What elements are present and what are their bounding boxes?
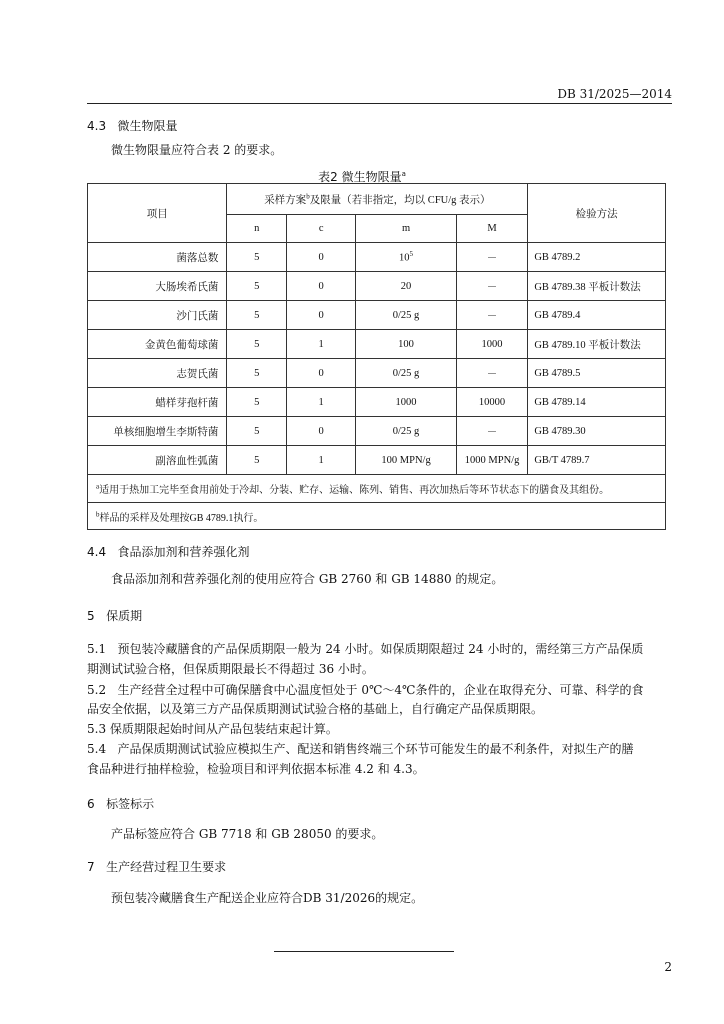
cell-M bbox=[456, 359, 528, 388]
note-a-mark: a bbox=[96, 482, 100, 491]
table-row bbox=[88, 417, 666, 446]
cell-m-text: 100 bbox=[398, 338, 414, 350]
cell-method bbox=[528, 417, 666, 446]
cell-c-text: 0 bbox=[318, 251, 324, 263]
cell-c-text: 0 bbox=[318, 280, 324, 292]
section-number: 5.4 bbox=[87, 742, 107, 756]
section-6-text: 产品标签应符合 GB 7718 和 GB 28050 的要求。 bbox=[111, 827, 384, 841]
cell-m-text: 0/25 g bbox=[392, 309, 420, 321]
section-5-3 bbox=[87, 720, 338, 737]
col-header-c: c bbox=[287, 215, 356, 243]
section-title: 生产经营过程卫生要求 bbox=[106, 860, 227, 874]
cell-M bbox=[456, 388, 528, 417]
cell-method bbox=[528, 446, 666, 475]
section-5-2-line2: 品安全依据，以及第三方产品保质期测试试验合格的基础上，自行确定产品保质期限。 bbox=[87, 702, 544, 716]
cell-m-text: 100 MPN/g bbox=[381, 454, 431, 466]
cell-n bbox=[227, 243, 287, 272]
table-row bbox=[88, 388, 666, 417]
cell-item bbox=[88, 446, 227, 475]
cell-item-text: 沙门氏菌 bbox=[176, 310, 219, 322]
cell-n-text: 5 bbox=[254, 425, 260, 437]
cell-n-text: 5 bbox=[254, 309, 260, 321]
cell-n bbox=[227, 446, 287, 475]
cell-method-text: GB/T 4789.7 bbox=[534, 454, 590, 466]
table-row bbox=[88, 272, 666, 301]
cell-item bbox=[88, 243, 227, 272]
cell-item-text: 志贺氏菌 bbox=[176, 368, 219, 380]
section-number: 4.4 bbox=[87, 545, 107, 559]
cell-M-text: － bbox=[486, 281, 498, 293]
cell-c bbox=[287, 301, 356, 330]
cell-c bbox=[287, 272, 356, 301]
cell-item-text: 单核细胞增生李斯特菌 bbox=[113, 426, 219, 438]
note-a-text: 适用于热加工完毕至食用前处于冷却、分装、贮存、运输、陈列、销售、再次加热后等环节状态下的膳食及其组份。 bbox=[99, 485, 610, 496]
note-b-mark: b bbox=[96, 510, 100, 519]
cell-method bbox=[528, 359, 666, 388]
cell-M-text: － bbox=[486, 310, 498, 322]
cell-m bbox=[356, 301, 457, 330]
cell-n-text: 5 bbox=[254, 454, 260, 466]
cell-c-text: 1 bbox=[318, 454, 324, 466]
cell-method-text: GB 4789.38 平板计数法 bbox=[534, 281, 641, 293]
cell-method bbox=[528, 388, 666, 417]
section-4-4-heading bbox=[87, 543, 250, 560]
cell-c bbox=[287, 417, 356, 446]
cell-m-text: 20 bbox=[400, 280, 412, 292]
cell-n bbox=[227, 388, 287, 417]
table-row bbox=[88, 359, 666, 388]
doc-id: DB 31/2025—2014 bbox=[557, 87, 672, 101]
cell-m bbox=[356, 388, 457, 417]
cell-method-text: GB 4789.4 bbox=[534, 309, 581, 321]
cell-c-text: 0 bbox=[318, 425, 324, 437]
section-title: 食品添加剂和营养强化剂 bbox=[117, 545, 250, 559]
section-title: 标签标示 bbox=[106, 797, 155, 811]
section-4-3-heading bbox=[87, 117, 178, 134]
section-title: 微生物限量 bbox=[117, 119, 178, 133]
cell-m-text: 10 bbox=[399, 252, 410, 264]
caption-footnote-mark: a bbox=[401, 170, 406, 178]
cell-n-text: 5 bbox=[254, 338, 260, 350]
cell-method-text: GB 4789.30 bbox=[534, 425, 586, 437]
table-row bbox=[88, 330, 666, 359]
col-header-plan bbox=[227, 184, 528, 215]
section-5-heading bbox=[87, 607, 142, 624]
cell-item-text: 大肠埃希氏菌 bbox=[155, 281, 219, 293]
section-5-1-line1 bbox=[87, 640, 643, 657]
section-number: 6 bbox=[87, 797, 95, 811]
cell-m bbox=[356, 272, 457, 301]
cell-n-text: 5 bbox=[254, 280, 260, 292]
table-note-a bbox=[88, 475, 666, 503]
header-rule bbox=[87, 103, 672, 104]
paragraph-text: 产品保质期测试试验应模拟生产、配送和销售终端三个环节可能发生的最不利条件，对拟生产的膳 bbox=[117, 742, 634, 756]
section-7-text: 预包装冷藏膳食生产配送企业应符合DB 31/2026的规定。 bbox=[111, 891, 424, 905]
cell-M bbox=[456, 243, 528, 272]
section-5-2-line1 bbox=[87, 681, 643, 698]
cell-item-text: 蜡样芽孢杆菌 bbox=[155, 397, 219, 409]
section-6-heading bbox=[87, 795, 154, 812]
section-number: 5.3 bbox=[87, 722, 107, 736]
section-number: 5.1 bbox=[87, 642, 107, 656]
cell-m-text: 1000 bbox=[395, 396, 417, 408]
cell-M bbox=[456, 446, 528, 475]
col-header-M: M bbox=[456, 215, 528, 243]
section-number: 5 bbox=[87, 609, 95, 623]
paragraph-text: 保质期限起始时间从产品包装结束起计算。 bbox=[109, 722, 338, 736]
cell-n bbox=[227, 359, 287, 388]
cell-M-text: － bbox=[486, 426, 498, 438]
table-row bbox=[88, 446, 666, 475]
footer-rule bbox=[274, 951, 454, 952]
cell-c bbox=[287, 330, 356, 359]
section-5-4-line1 bbox=[87, 740, 634, 757]
cell-c bbox=[287, 359, 356, 388]
cell-method bbox=[528, 301, 666, 330]
section-number: 4.3 bbox=[87, 119, 107, 133]
cell-item bbox=[88, 330, 227, 359]
cell-item-text: 菌落总数 bbox=[176, 252, 219, 264]
cell-m-text: 0/25 g bbox=[392, 367, 420, 379]
cell-n-text: 5 bbox=[254, 251, 260, 263]
cell-c bbox=[287, 243, 356, 272]
cell-c-text: 1 bbox=[318, 338, 324, 350]
cell-m bbox=[356, 446, 457, 475]
section-7-heading bbox=[87, 858, 226, 875]
cell-n-text: 5 bbox=[254, 367, 260, 379]
cell-m-text: 0/25 g bbox=[392, 425, 420, 437]
col-header-item: 项目 bbox=[88, 184, 227, 243]
cell-c bbox=[287, 446, 356, 475]
cell-m-exponent: 5 bbox=[409, 250, 414, 259]
cell-M-text: 10000 bbox=[478, 396, 506, 408]
cell-method-text: GB 4789.5 bbox=[534, 367, 581, 379]
cell-method bbox=[528, 330, 666, 359]
table-row bbox=[88, 301, 666, 330]
cell-M bbox=[456, 301, 528, 330]
cell-c-text: 0 bbox=[318, 309, 324, 321]
cell-n-text: 5 bbox=[254, 396, 260, 408]
cell-M bbox=[456, 272, 528, 301]
section-5-1-line2: 期测试试验合格，但保质期限最长不得超过 36 小时。 bbox=[87, 662, 374, 676]
caption-text: 表2 微生物限量 bbox=[318, 170, 402, 184]
section-4-4-text: 食品添加剂和营养强化剂的使用应符合 GB 2760 和 GB 14880 的规定。 bbox=[111, 572, 504, 586]
cell-item-text: 副溶血性弧菌 bbox=[155, 455, 219, 467]
table-row bbox=[88, 243, 666, 272]
section-number: 5.2 bbox=[87, 683, 107, 697]
cell-item-text: 金黄色葡萄球菌 bbox=[144, 339, 219, 351]
cell-method bbox=[528, 243, 666, 272]
cell-c-text: 1 bbox=[318, 396, 324, 408]
cell-M-text: 1000 MPN/g bbox=[464, 454, 520, 466]
col-header-n: n bbox=[227, 215, 287, 243]
cell-method-text: GB 4789.14 bbox=[534, 396, 586, 408]
cell-M-text: － bbox=[486, 252, 498, 264]
paragraph-text: 预包装冷藏膳食的产品保质期限一般为 24 小时。如保质期限超过 24 小时的，需经第三方产品保质 bbox=[117, 642, 644, 656]
col-header-method: 检验方法 bbox=[528, 184, 666, 243]
cell-n bbox=[227, 301, 287, 330]
cell-M bbox=[456, 330, 528, 359]
cell-m bbox=[356, 417, 457, 446]
cell-M bbox=[456, 417, 528, 446]
section-5-4-line2: 食品种进行抽样检验，检验项目和评判依据本标准 4.2 和 4.3。 bbox=[87, 762, 425, 776]
cell-M-text: 1000 bbox=[481, 338, 503, 350]
paragraph-text: 生产经营全过程中可确保膳食中心温度恒处于 0℃～4℃条件的，企业在取得充分、可靠、科学的食 bbox=[117, 683, 644, 697]
cell-n bbox=[227, 417, 287, 446]
col-header-m: m bbox=[356, 215, 457, 243]
cell-item bbox=[88, 359, 227, 388]
cell-n bbox=[227, 330, 287, 359]
section-4-3-text: 微生物限量应符合表 2 的要求。 bbox=[111, 143, 283, 157]
cell-m bbox=[356, 330, 457, 359]
cell-item bbox=[88, 301, 227, 330]
cell-m bbox=[356, 243, 457, 272]
cell-m bbox=[356, 359, 457, 388]
cell-c bbox=[287, 388, 356, 417]
page-number: 2 bbox=[664, 960, 672, 974]
plan-footnote-mark: b bbox=[306, 192, 310, 200]
microbe-limit-table bbox=[87, 183, 666, 530]
plan-label: 采样方案 bbox=[264, 194, 307, 206]
cell-method-text: GB 4789.2 bbox=[534, 251, 581, 263]
cell-method-text: GB 4789.10 平板计数法 bbox=[534, 339, 641, 351]
section-number: 7 bbox=[87, 860, 95, 874]
cell-n bbox=[227, 272, 287, 301]
note-b-text: 样品的采样及处理按GB 4789.1执行。 bbox=[99, 512, 264, 524]
section-title: 保质期 bbox=[106, 609, 143, 623]
cell-M-text: － bbox=[486, 368, 498, 380]
cell-item bbox=[88, 388, 227, 417]
cell-c-text: 0 bbox=[318, 367, 324, 379]
cell-item bbox=[88, 272, 227, 301]
cell-item bbox=[88, 417, 227, 446]
plan-label-tail: 及限量（若非指定，均以 CFU/g 表示） bbox=[309, 194, 491, 206]
table-note-b bbox=[88, 503, 666, 530]
cell-method bbox=[528, 272, 666, 301]
